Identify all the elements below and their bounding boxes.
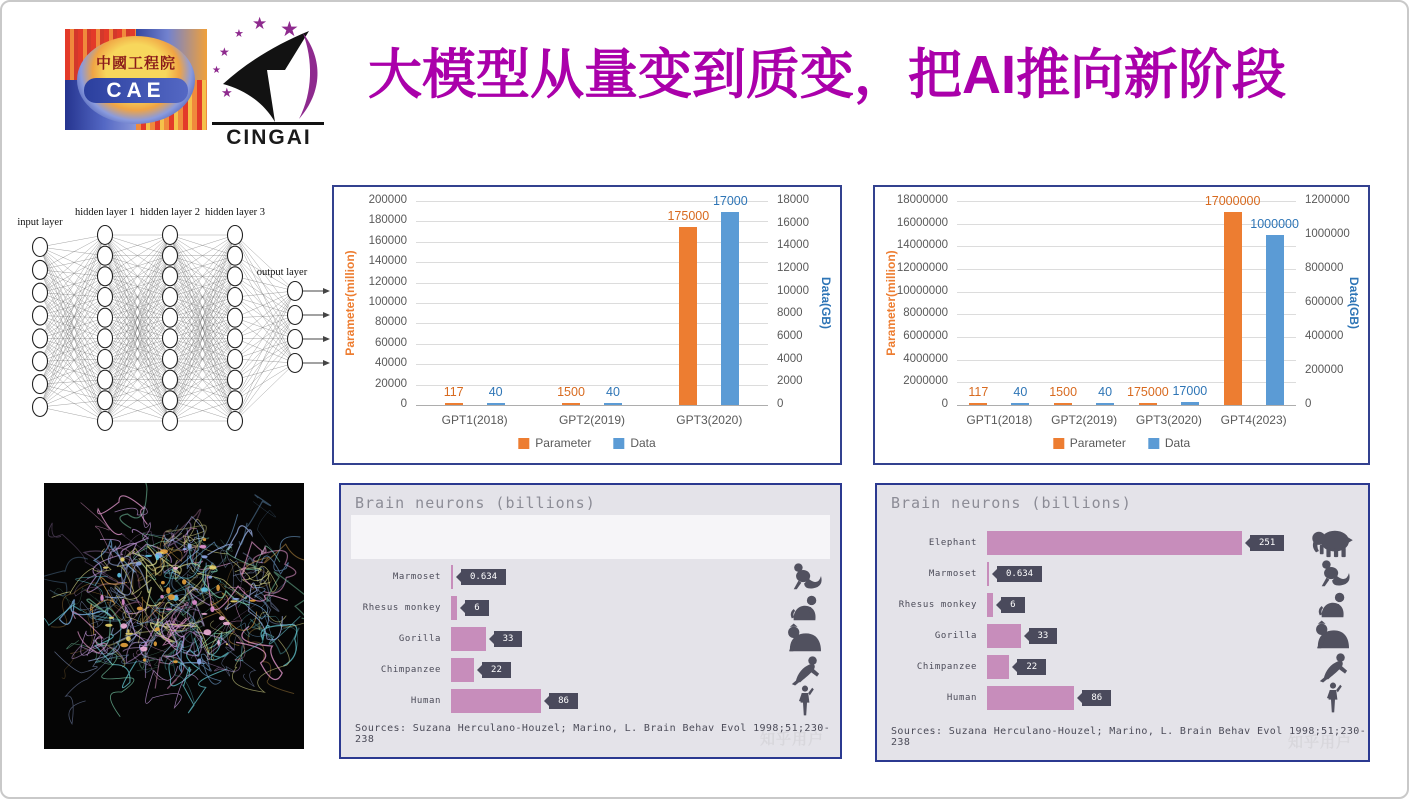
- right-axis-tick: 600000: [1305, 296, 1344, 308]
- chart-row-human: [889, 682, 1304, 713]
- chart-legend: [1053, 436, 1190, 450]
- animal-icons-column: [1308, 527, 1358, 713]
- svg-text:input layer: input layer: [17, 217, 63, 228]
- row-label-human: Human: [410, 695, 441, 706]
- right-axis-title: Data(GB): [819, 276, 833, 330]
- value-label-parameter: 117: [968, 384, 989, 399]
- value-badge-marmoset: 0.634: [461, 569, 506, 585]
- cae-chinese-name: 中國工程院: [95, 54, 176, 72]
- category-label: GPT4(2023): [1220, 413, 1287, 427]
- left-axis-tick: 0: [941, 398, 948, 410]
- bar-parameter: [1224, 212, 1242, 405]
- right-axis-tick: 8000: [777, 307, 803, 320]
- human-icon: [1308, 682, 1358, 713]
- legend-label: Parameter: [1069, 436, 1126, 450]
- star-icon: ★: [280, 18, 299, 41]
- gridline: [957, 382, 1296, 383]
- value-label-parameter: 17000000: [1204, 194, 1261, 209]
- gorilla-icon: [780, 623, 830, 654]
- star-icon: ★: [252, 14, 268, 33]
- brain-neurons-chart-right: [875, 483, 1370, 762]
- bar-data: [487, 403, 505, 406]
- value-label-parameter: 175000: [667, 208, 710, 223]
- chart-row-rhesus-monkey: [353, 592, 776, 623]
- svg-text:hidden layer 2: hidden layer 2: [139, 207, 201, 218]
- x-axis-line: [957, 405, 1296, 406]
- brain-neurons-chart-left: [339, 483, 842, 759]
- right-axis-tick: 6000: [777, 330, 803, 342]
- gridline: [416, 283, 768, 284]
- svg-text:output layer: output layer: [256, 267, 308, 278]
- right-axis-tick: 800000: [1305, 262, 1344, 274]
- right-axis-tick: 400000: [1305, 330, 1344, 342]
- cae-logo: [65, 29, 207, 130]
- row-label-gorilla: Gorilla: [398, 633, 441, 644]
- value-badge-gorilla: 33: [1029, 628, 1058, 644]
- star-icon: ★: [234, 28, 244, 40]
- legend-label: Parameter: [535, 436, 592, 450]
- left-axis-tick: 16000000: [896, 216, 948, 229]
- bar-data: [1011, 403, 1029, 406]
- rows-container: [889, 527, 1304, 713]
- row-label-gorilla: Gorilla: [934, 630, 977, 641]
- value-label-parameter: 175000: [1127, 384, 1169, 399]
- gpt123-parameter-data-chart: [332, 185, 842, 465]
- row-label-chimpanzee: Chimpanzee: [380, 664, 441, 675]
- cingai-wordmark: CINGAI: [226, 126, 312, 149]
- bar-data: [604, 403, 622, 406]
- cingai-logo: [210, 14, 330, 150]
- bar-parameter: [969, 403, 987, 406]
- marmoset-icon: [1308, 558, 1358, 589]
- legend-label: Data: [1164, 436, 1191, 450]
- row-label-human: Human: [946, 692, 977, 703]
- right-axis-tick: 18000: [777, 194, 809, 206]
- star-icon: ★: [219, 45, 230, 59]
- chart-source: Sources: Suzana Herculano-Houzel; Marino, L. Brain Behav Evol 1998;51;230-238: [891, 726, 1367, 748]
- left-axis-tick: 160000: [368, 234, 407, 247]
- value-badge-gorilla: 33: [494, 631, 523, 647]
- bar-gorilla: [451, 627, 486, 651]
- left-axis-tick: 12000000: [896, 262, 948, 274]
- right-axis-tick: 4000: [777, 352, 803, 365]
- bar-parameter: [445, 403, 463, 406]
- legend-item-parameter: [518, 436, 591, 450]
- chart-row-gorilla: [353, 623, 776, 654]
- chart-row-human: [353, 685, 776, 716]
- category-label: GPT3(2020): [676, 413, 743, 427]
- gridline: [416, 364, 768, 365]
- left-axis-tick: 40000: [375, 357, 407, 370]
- left-axis-tick: 200000: [368, 194, 407, 206]
- x-axis-line: [416, 405, 768, 406]
- bar-marmoset: [987, 562, 989, 586]
- bar-parameter: [679, 227, 697, 406]
- gridline: [957, 269, 1296, 270]
- legend-label: Data: [630, 436, 656, 450]
- cae-abbreviation: CAE: [106, 78, 166, 102]
- svg-text:hidden layer 1: hidden layer 1: [74, 207, 136, 218]
- value-badge-rhesus-monkey: 6: [465, 600, 488, 616]
- bar-human: [451, 689, 541, 713]
- gridline: [416, 262, 768, 263]
- left-axis-tick: 4000000: [903, 352, 948, 365]
- left-axis-tick: 180000: [368, 214, 407, 227]
- marmoset-icon: [780, 561, 830, 592]
- chart-title: Brain neurons (billions): [891, 494, 1132, 512]
- data-legend-swatch: [1148, 438, 1159, 449]
- neural-network-svg: [10, 185, 332, 447]
- covering-white-band: [351, 515, 830, 559]
- bar-chimpanzee: [451, 658, 474, 682]
- value-label-data: 40: [1098, 384, 1113, 399]
- chart-legend: [518, 436, 655, 450]
- left-axis-tick: 18000000: [896, 194, 948, 206]
- category-label: GPT1(2018): [966, 413, 1033, 427]
- row-label-rhesus-monkey: Rhesus monkey: [898, 599, 977, 610]
- bar-marmoset: [451, 565, 453, 589]
- chart-row-elephant: [889, 527, 1304, 558]
- left-axis-tick: 8000000: [903, 307, 948, 320]
- value-label-data: 40: [488, 384, 503, 399]
- right-axis-tick: 0: [1305, 398, 1312, 410]
- value-badge-human: 86: [549, 693, 578, 709]
- right-axis-tick: 1000000: [1305, 228, 1350, 240]
- value-label-data: 40: [606, 384, 620, 399]
- chart-row-marmoset: [353, 561, 776, 592]
- bar-rhesus-monkey: [987, 593, 993, 617]
- parameter-legend-swatch: [518, 438, 529, 449]
- value-badge-human: 86: [1082, 690, 1111, 706]
- rhesus-monkey-icon: [1308, 589, 1358, 620]
- chart-row-rhesus-monkey: [889, 589, 1304, 620]
- value-label-parameter: 1500: [557, 384, 585, 399]
- left-axis-tick: 0: [400, 398, 407, 410]
- cae-globe: [77, 36, 195, 124]
- rows-container: [353, 561, 776, 716]
- gridline: [957, 314, 1296, 315]
- gridline: [416, 344, 768, 345]
- row-label-rhesus-monkey: Rhesus monkey: [362, 602, 441, 613]
- chimpanzee-icon: [1308, 651, 1358, 682]
- bar-data: [721, 212, 739, 405]
- data-legend-swatch: [613, 438, 624, 449]
- value-badge-chimpanzee: 22: [482, 662, 511, 678]
- value-label-data: 17000: [712, 194, 748, 209]
- left-axis-tick: 140000: [368, 255, 407, 268]
- chart-row-marmoset: [889, 558, 1304, 589]
- elephant-icon: [1308, 527, 1358, 558]
- bar-data: [1096, 403, 1114, 406]
- left-axis-tick: 80000: [375, 316, 407, 329]
- bar-parameter: [1139, 403, 1157, 406]
- cingai-arrow-icon: [216, 22, 328, 124]
- right-axis-tick: 0: [777, 398, 784, 410]
- chart-row-chimpanzee: [889, 651, 1304, 682]
- value-label-data: 1000000: [1250, 217, 1299, 231]
- legend-item-parameter: [1053, 436, 1126, 450]
- chart-row-gorilla: [889, 620, 1304, 651]
- bar-parameter: [562, 403, 580, 406]
- neural-network-diagram: [10, 185, 332, 447]
- svg-text:hidden layer 3: hidden layer 3: [204, 207, 266, 218]
- chart-title: Brain neurons (billions): [355, 494, 596, 512]
- brain-neurons-image: [44, 483, 304, 749]
- value-label-data: 17000: [1172, 384, 1208, 399]
- legend-item-data: [1148, 436, 1190, 450]
- legend-item-data: [613, 436, 655, 450]
- row-label-marmoset: Marmoset: [392, 571, 441, 582]
- left-axis-tick: 100000: [368, 296, 407, 308]
- row-label-marmoset: Marmoset: [928, 568, 977, 579]
- gridline: [416, 303, 768, 304]
- animal-icons-column: [780, 561, 830, 716]
- bar-gorilla: [987, 624, 1021, 648]
- left-axis-tick: 10000000: [896, 284, 948, 297]
- gridline: [957, 360, 1296, 361]
- value-label-parameter: 1500: [1049, 384, 1078, 399]
- category-label: GPT2(2019): [1051, 413, 1118, 427]
- bar-data: [1181, 402, 1199, 405]
- category-label: GPT3(2020): [1135, 413, 1202, 427]
- zhihu-watermark: 知乎用户: [759, 731, 824, 748]
- bar-data: [1266, 235, 1284, 405]
- right-axis-tick: 2000: [777, 375, 803, 388]
- gridline: [416, 242, 768, 243]
- chart-row-chimpanzee: [353, 654, 776, 685]
- chimpanzee-icon: [780, 654, 830, 685]
- star-icon: ★: [221, 85, 233, 100]
- bar-human: [987, 686, 1074, 710]
- left-axis-tick: 2000000: [903, 375, 948, 388]
- chart-source: Sources: Suzana Herculano-Houzel; Marino, L. Brain Behav Evol 1998;51;230-238: [355, 723, 831, 745]
- value-badge-chimpanzee: 22: [1017, 659, 1046, 675]
- value-label-parameter: 117: [443, 384, 464, 399]
- category-label: GPT1(2018): [441, 413, 508, 427]
- row-label-chimpanzee: Chimpanzee: [916, 661, 977, 672]
- left-axis-tick: 60000: [375, 336, 407, 349]
- right-axis-tick: 16000: [777, 216, 809, 229]
- right-axis-tick: 12000: [777, 262, 809, 274]
- gridline: [957, 292, 1296, 293]
- gridline: [957, 337, 1296, 338]
- gorilla-icon: [1308, 620, 1358, 651]
- left-axis-tick: 14000000: [896, 239, 948, 252]
- row-label-elephant: Elephant: [928, 537, 977, 548]
- cingai-underline: [212, 122, 324, 125]
- left-axis-title: Parameter(million): [343, 250, 357, 356]
- parameter-legend-swatch: [1053, 438, 1064, 449]
- right-axis-tick: 14000: [777, 239, 809, 252]
- right-axis-tick: 10000: [777, 284, 809, 297]
- human-icon: [780, 685, 830, 716]
- brain-neurons-svg: [44, 483, 304, 749]
- right-axis-tick: 1200000: [1305, 194, 1350, 206]
- bar-rhesus-monkey: [451, 596, 457, 620]
- bar-elephant: [987, 531, 1242, 555]
- rhesus-monkey-icon: [780, 592, 830, 623]
- zhihu-watermark: 知乎用户: [1287, 734, 1352, 751]
- category-label: GPT2(2019): [558, 413, 625, 427]
- star-icon: ★: [212, 65, 221, 76]
- right-axis-tick: 200000: [1305, 364, 1344, 376]
- bar-parameter: [1054, 403, 1072, 406]
- gridline: [416, 323, 768, 324]
- right-axis-title: Data(GB): [1347, 276, 1361, 330]
- bar-chimpanzee: [987, 655, 1009, 679]
- cae-band: [84, 78, 188, 103]
- value-badge-rhesus-monkey: 6: [1001, 597, 1024, 613]
- left-axis-tick: 6000000: [903, 330, 948, 342]
- left-axis-tick: 20000: [375, 377, 407, 390]
- gpt1234-parameter-data-chart: [873, 185, 1370, 465]
- page-title: 大模型从量变到质变，把AI推向新阶段: [368, 45, 1286, 105]
- left-axis-title: Parameter(million): [884, 250, 898, 356]
- value-badge-marmoset: 0.634: [997, 566, 1042, 582]
- gridline: [957, 246, 1296, 247]
- value-label-data: 40: [1013, 384, 1028, 399]
- value-badge-elephant: 251: [1250, 535, 1284, 551]
- left-axis-tick: 120000: [368, 275, 407, 288]
